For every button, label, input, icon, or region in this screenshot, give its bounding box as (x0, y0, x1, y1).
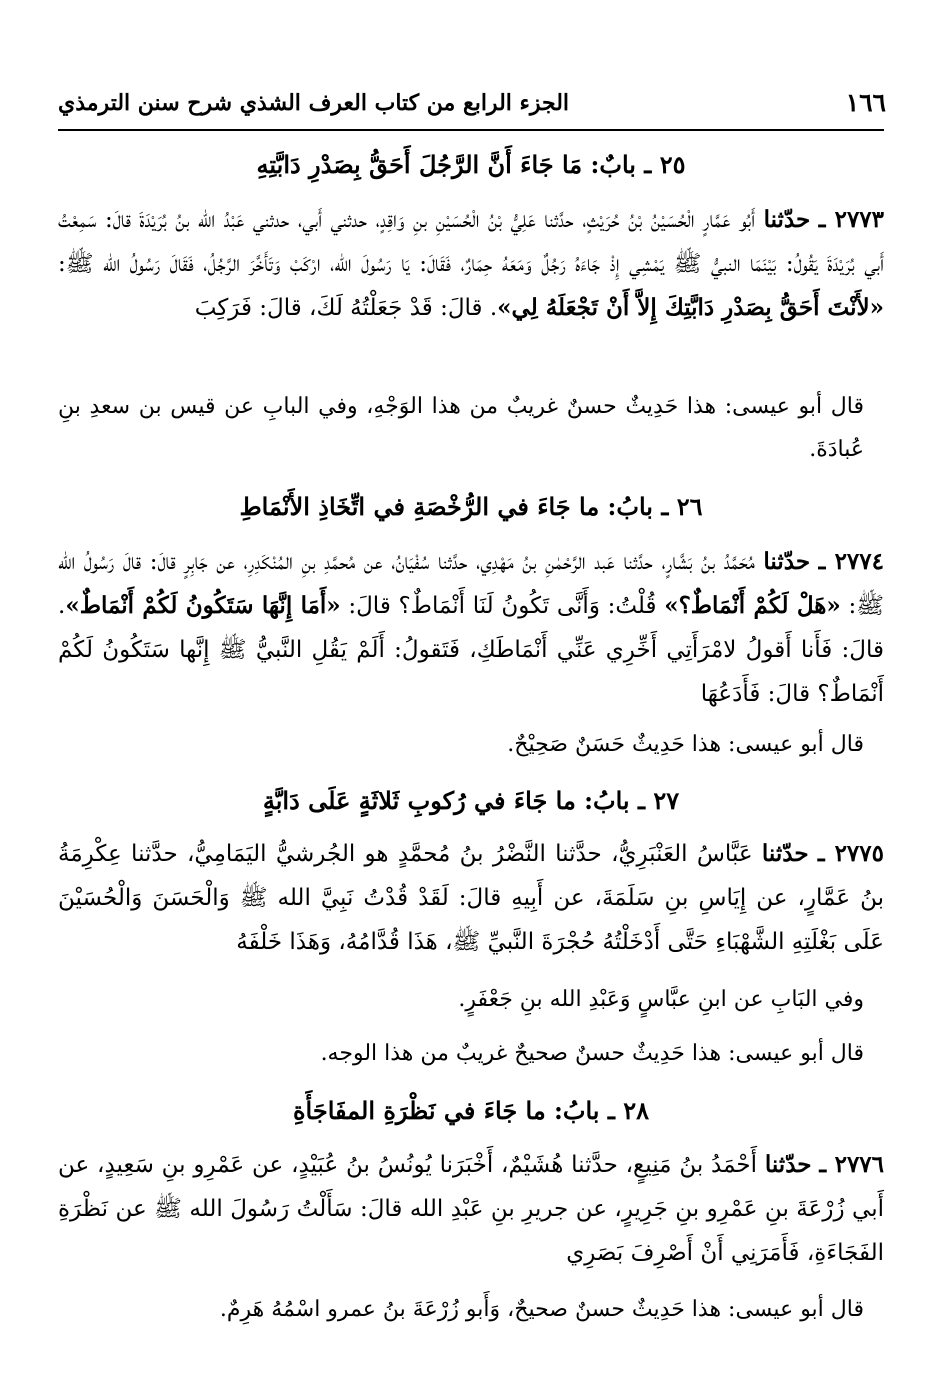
prophet-quote-2: «أَمَا إِنَّهَا سَتَكُونُ لَكُمْ أَنْمَاطٌ» (65, 592, 341, 619)
related-narrations: وفي البَابِ عن ابنِ عبَّاسٍ وَعَبْدِ الله بنِ جَعْفَرٍ. (458, 987, 864, 1012)
hadith-paragraph (58, 1143, 884, 1275)
scholar-remark: قال أبو عيسى: هذا حَدِيثٌ حسنٌ صحيحٌ غريبٌ من هذا الوجه. (320, 1041, 864, 1066)
hadith-text: عَبَّاسُ العَنْبَرِيُّ، حدَّثنا النَّضْرُ بنُ مُحمَّدٍ هو الجُرشيُّ اليَمَامِيُّ، حدَّثنا عِكْرِمَةُ بنُ عَمَّارٍ، عن إِيَاسِ بنِ سَلَمَةَ، عن أَبِيهِ قالَ: لَقَدْ قُدْتُ نَبِيَّ الله ﷺ وَالْحَسَنَ وَالْحُسَيْنَ عَلَى بَغْلَتِهِ الشَّهْبَاءِ حَتَّى أَدْخَلْتُهُ حُجْرَةَ النَّبيِّ ﷺ، هَذَا قُدَّامُهُ، وَهَذَا خَلْفَهُ (58, 841, 884, 955)
haddathana-word: حدّثنا (761, 840, 809, 867)
running-title: الجزء الرابع من كتاب العرف الشذي شرح سنن الترمذي (58, 90, 570, 116)
scholar-remark: قال أبو عيسى: هذا حَدِيثٌ حسنٌ صحيحٌ، وَأَبو زُرْعَةَ بنُ عمرو اسْمُهُ هَرِمٌ. (219, 1297, 864, 1322)
chapter-title: ٢٧ ـ بابُ: ما جَاءَ في رُكوبِ ثَلاثَةٍ عَلَى دَابَّةٍ (262, 786, 680, 815)
hadith-number: ٢٧٧٥ ـ (817, 840, 884, 867)
hadith-text: أَحْمَدُ بنُ مَنِيعٍ، حدَّثنا هُشَيْمٌ، أَخْبَرَنا يُونُسُ بنُ عُبَيْدٍ، عن عَمْرِو بنِ سَعِيدٍ، عن أَبي زُرْعَةَ بنِ عَمْرِو بنِ جَرِيرٍ، عن جريرِ بنِ عَبْدِ الله قالَ: سَأَلْتُ رَسُولَ الله ﷺ عن نَظْرَةِ الفَجَاءَةِ، فَأَمَرَنِي أَنْ أَصْرِفَ بَصَرِي (58, 1152, 884, 1266)
hadith-number: ٢٧٧٣ ـ (818, 206, 885, 233)
haddathana-word: حدّثنا (763, 548, 811, 575)
hadith-text-middle: قُلْتُ: وَأَنَّى تَكُونُ لَنَا أَنْمَاطٌ؟ قالَ: (340, 593, 665, 619)
page-header (58, 88, 886, 128)
hadith-text-end: . قالَ: قَدْ جَعَلْتُهُ لَكَ، قالَ: فَرَكِبَ (194, 295, 498, 321)
hadith-number: ٢٧٧٦ ـ (819, 1151, 885, 1178)
prophet-quote: «لأَنْتَ أَحَقُّ بِصَدْرِ دَابَّتِكَ إِلاَّ أَنْ تَجْعَلَهُ لِي» (497, 294, 884, 321)
hadith-number: ٢٧٧٤ ـ (818, 548, 884, 575)
hadith-paragraph (58, 198, 884, 330)
chapter-title: ٢٨ ـ بابُ: ما جَاءَ في نَظْرَةِ المفَاجَأَةِ (292, 1096, 650, 1125)
hadith-paragraph (58, 540, 884, 716)
hadith-text: أَبُو عَمَّارٍ الْحُسَيْنُ بْنُ حُرَيْثٍ، حدَّثنا عَلِيُّ بْنُ الْحُسَيْنِ بنِ وَاقِدٍ، حدثني أَبي، حدثني عَبْدُ الله بنُ بُرَيْدَةَ قالَ: سَمِعْتُ أَبي بُرَيْدَةَ يَقُولُ: بَيْنَمَا النبيُّ ﷺ يَمْشِي إِذْ جَاءَهُ رَجُلٌ وَمَعَهُ حِمَارٌ، فَقَالَ: يَا رَسُولَ الله، ارْكَبْ وَتَأَخَّرَ الرَّجُلُ، فَقَالَ رَسُولُ الله ﷺ: (58, 207, 884, 277)
prophet-quote: «هَلْ لَكُمْ أَنْمَاطٌ؟» (664, 592, 841, 619)
scholar-remark: قال أبو عيسى: هذا حَدِيثٌ حَسَنٌ صَحِيْحٌ. (507, 732, 864, 757)
scholar-remark: قال أبو عيسى: هذا حَدِيثٌ حسنٌ غريبٌ من هذا الوَجْهِ، وفي البابِ عن قيس بن سعدِ بنِ عُبادَةَ. (58, 394, 864, 462)
hadith-paragraph (58, 832, 884, 964)
haddathana-word: حدّثنا (764, 1151, 812, 1178)
page-number: ١٦٦ (845, 88, 886, 117)
chapter-title: ٢٦ ـ بابُ: ما جَاءَ في الرُّخْصَةِ في اتِّخَاذِ الأَنْمَاطِ (239, 492, 703, 521)
haddathana-word: حدّثنا (763, 206, 811, 233)
hadith-text-end: . قالَ: فَأَنا أَقولُ لامْرَأَتِي أَخِّرِي عَنِّي أَنْمَاطَكِ، فَتَقولُ: أَلَمْ يَقُلِ النَّبيُّ ﷺ إِنَّها سَتَكُونُ لَكُمْ أَنْمَاطٌ؟ قالَ: فَأَدَعُهَا (58, 593, 884, 707)
hadith-text: مُحَمَّدُ بنُ بَشَّارٍ، حدَّثنا عَبد الرَّحْمٰنِ بنُ مَهْدِي، حدَّثنا سُفْيَانُ، عن مُحمَّدِ بنِ المُنْكَدِرِ، عن جَابِرٍ قالَ: قالَ رَسُولُ الله ﷺ: (58, 549, 885, 619)
chapter-title: ٢٥ ـ بابٌ: مَا جَاءَ أَنَّ الرَّجُلَ أَحَقُّ بِصَدْرِ دَابَّتِهِ (256, 150, 686, 179)
header-rule (58, 129, 884, 131)
